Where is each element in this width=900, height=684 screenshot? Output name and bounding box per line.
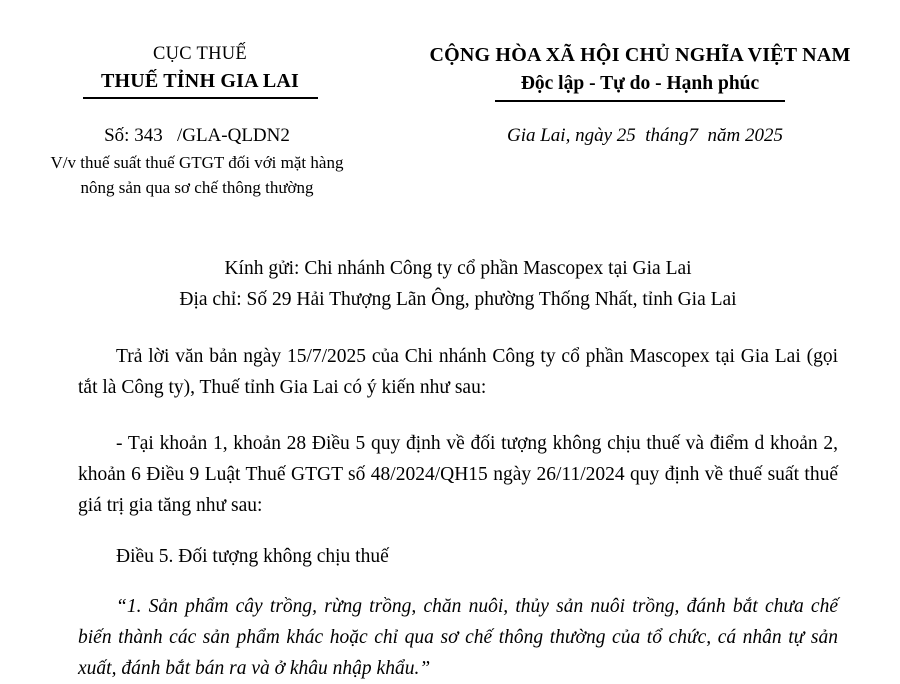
issuing-agency-block (0, 42, 390, 99)
document-place-date-block (390, 122, 890, 151)
document-number: Số: 343 /GLA-QLDN2 (104, 124, 290, 146)
document-subheader (0, 122, 900, 201)
recipient-line: Kính gửi: Chi nhánh Công ty cổ phần Mascopex tại Gia Lai (224, 257, 692, 279)
document-place-date: Gia Lai, ngày 25 tháng7 năm 2025 (506, 124, 784, 146)
national-title: CỘNG HÒA XÃ HỘI CHỦ NGHĨA VIỆT NAM (429, 44, 851, 66)
document-subject-line2: nông sản qua sơ chế thông thường (80, 177, 314, 197)
document-subject-line1: V/v thuế suất thuế GTGT đối với mặt hàng (50, 153, 344, 173)
national-motto: Độc lập - Tự do - Hạnh phúc (520, 73, 760, 94)
quoted-clause: “1. Sản phẩm cây trồng, rừng trồng, chăn nuôi, thủy sản nuôi trồng, đánh bắt chưa chế biến thành các sản phẩm khác hoặc chỉ qua sơ chế thông thường của tổ chức, cá nhân tự sản xuất, đánh bắt bán ra và ở khâu nhập khẩu.” (78, 595, 838, 679)
article-heading: Điều 5. Đối tượng không chịu thuế (116, 545, 389, 567)
national-heading-block (390, 42, 890, 102)
recipient-address-line: Địa chỉ: Số 29 Hải Thượng Lãn Ông, phường Thống Nhất, tỉnh Gia Lai (179, 289, 737, 311)
agency-name-line1: CỤC THUẾ (152, 44, 248, 64)
paragraph-2: - Tại khoản 1, khoản 28 Điều 5 quy định về đối tượng không chịu thuế và điểm d khoản 2, khoản 6 Điều 9 Luật Thuế GTGT số 48/2024/QH15 ngày 26/11/2024 quy định về thuế suất thuế giá trị gia tăng như sau: (78, 433, 838, 516)
motto-underline (495, 100, 785, 102)
agency-underline (83, 97, 318, 99)
paragraph-1: Trả lời văn bản ngày 15/7/2025 của Chi nhánh Công ty cổ phần Mascopex tại Gia Lai (gọi tắt là Công ty), Thuế tỉnh Gia Lai có ý kiến như sau: (78, 345, 838, 398)
agency-name-line2: THUẾ TỈNH GIA LAI (100, 69, 300, 92)
document-number-block (0, 122, 390, 201)
document-subject (4, 151, 390, 200)
document-body (0, 253, 900, 684)
document-header (0, 0, 900, 102)
